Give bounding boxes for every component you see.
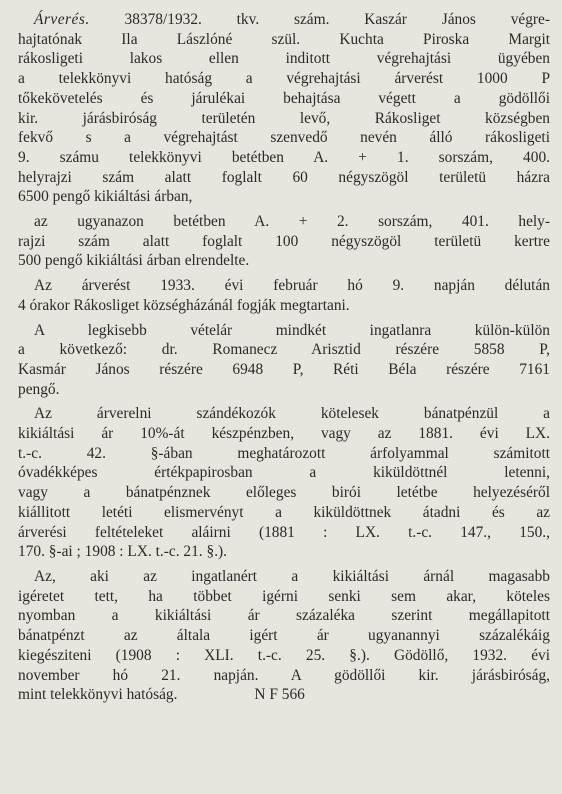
text-line: Az, aki az ingatlanért a kikiáltási árnál magasabb [34, 567, 550, 585]
text-line: Kasmár János részére 6948 P, Réti Béla részére 7161 [18, 360, 550, 378]
text-line: óvadékképes értékpapirosban a kiküldöttnél letenni, [18, 464, 550, 482]
text-line: 170. §-ai ; 1908 : LX. t.-c. 21. §.). [18, 543, 228, 561]
text-line: Az árverelni szándékozók kötelesek bánatpénzül a [34, 405, 550, 423]
text-line: kir. járásbiróság területén levő, Rákosliget községben [18, 109, 550, 127]
text-line: az ugyanazon betétben A. + 2. sorszám, 401. hely- [34, 213, 550, 231]
paragraph-higher-bid-terms [18, 567, 550, 705]
text-line: Árverés. 38378/1932. tkv. szám. Kaszár János végre- [34, 11, 550, 28]
text-line: igéretet tett, ha többet igérni senki sem akar, köteles [18, 587, 550, 605]
text-line: rajzi szám alatt foglalt 100 négyszögöl területü kertre [18, 232, 550, 250]
text-line: tőkekövetelés és járulékai behajtása végett a gödöllői [18, 89, 550, 107]
text-line: 500 pengő kikiáltási árban elrendelte. [18, 252, 250, 270]
text-line: fekvő s a végrehajtást szenvedő nevén álló rákosligeti [18, 129, 550, 147]
text-line: A legkisebb vételár mindkét ingatlanra külön-külön [34, 321, 550, 339]
text-line: a következő: dr. Romanecz Arisztid részére 5858 P, [18, 341, 550, 359]
text-line: 9. számu telekkönyvi betétben A. + 1. sorszám, 400. [18, 148, 550, 166]
text-line: árverési feltételeket aláirni (1881 : LX. t.-c. 147., 150., [18, 523, 550, 541]
text-line: 4 órakor Rákosliget községházánál fogják megtartani. [18, 296, 350, 314]
text-line: t.-c. 42. §-ában meghatározott árfolyammal számitott [18, 444, 550, 462]
text-line-signature: mint telekkönyvi hatóság. N F 566 [18, 686, 305, 704]
text-line: helyrajzi szám alatt foglalt 60 négyszögöl területü házra [18, 168, 550, 186]
text-line: nyomban a kikiáltási ár százaléka szerint megállapitott [18, 607, 550, 625]
paragraph-deposit-terms [18, 404, 550, 562]
text-line: 6500 pengő kikiáltási árban, [18, 188, 193, 206]
text-line: kikiáltási ár 10%-át készpénzben, vagy az 1881. évi LX. [18, 425, 550, 443]
text-line: pengő. [18, 380, 60, 398]
paragraph-auction-date [18, 276, 550, 315]
paragraph-second-property [18, 212, 550, 271]
text-line: vagy a bánatpénznek előleges birói letétbe helyezéséről [18, 484, 550, 502]
document-page [18, 10, 550, 790]
text-line: november hó 21. napján. A gödöllői kir. járásbiróság, [18, 666, 550, 684]
text-line: kiegésziteni (1908 : XLI. t.-c. 25. §.). Gödöllő, 1932. évi [18, 646, 550, 664]
text-line: rákosligeti lakos ellen inditott végrehajtási ügyében [18, 50, 550, 68]
paragraph-auction-order [18, 10, 550, 207]
text-line: kiállitott letéti elismervényt a kiküldöttnek átadni és az [18, 503, 550, 521]
paragraph-minimum-price [18, 321, 550, 400]
text-line: a telekkönyvi hatóság a végrehajtási árverést 1000 P [18, 70, 550, 88]
text-line: hajtatónak Ila Lászlóné szül. Kuchta Piroska Margit [18, 30, 550, 48]
text-line: bánatpénzt az általa igért ár ugyanannyi százalékáig [18, 627, 550, 645]
text-line: Az árverést 1933. évi február hó 9. napján délután [34, 277, 550, 295]
text-line-start: Árverés. [34, 11, 90, 28]
